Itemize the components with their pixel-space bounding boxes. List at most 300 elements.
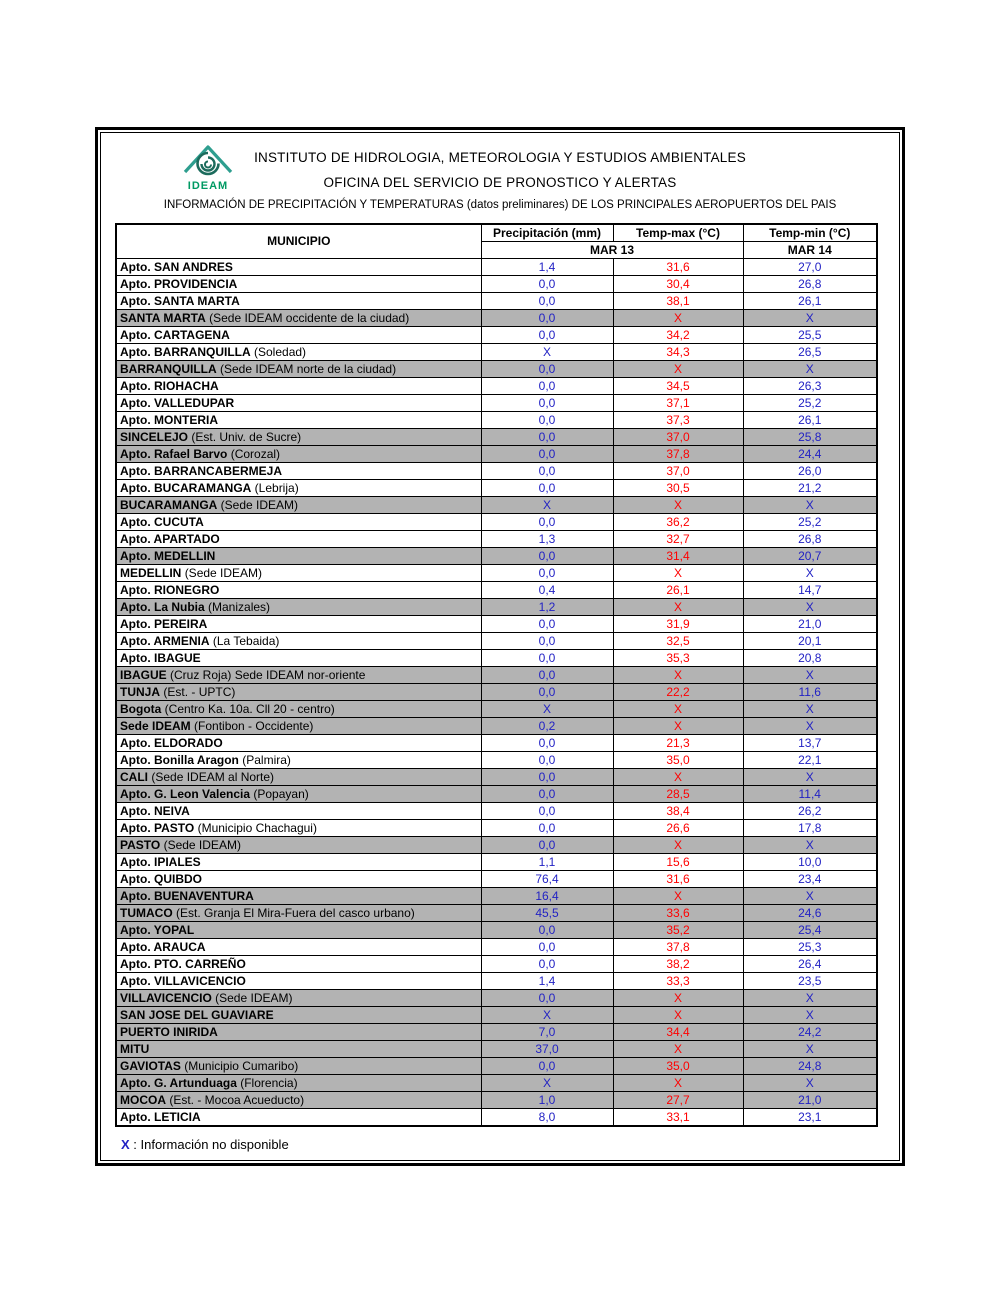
municipio-note: (La Tebaida) xyxy=(212,633,280,648)
precipitation-cell: 0,4 xyxy=(481,582,613,599)
precipitation-cell: 0,0 xyxy=(481,939,613,956)
table-row xyxy=(116,599,877,616)
temp-max-cell: 31,4 xyxy=(613,548,743,565)
temp-min-cell: X xyxy=(743,837,877,854)
municipio-cell xyxy=(116,1092,481,1109)
table-row xyxy=(116,327,877,344)
table-row xyxy=(116,412,877,429)
table-row xyxy=(116,565,877,582)
temp-max-cell: 31,6 xyxy=(613,871,743,888)
municipio-cell xyxy=(116,514,481,531)
table-row xyxy=(116,1109,877,1127)
temp-max-cell: 35,3 xyxy=(613,650,743,667)
column-header-temp-min: Temp-min (°C) xyxy=(743,224,877,242)
precipitation-cell: 0,0 xyxy=(481,514,613,531)
temp-max-cell: 37,1 xyxy=(613,395,743,412)
temp-max-cell: X xyxy=(613,310,743,327)
temp-min-cell: 26,8 xyxy=(743,276,877,293)
precipitation-cell: 0,0 xyxy=(481,922,613,939)
table-row xyxy=(116,769,877,786)
temp-min-cell: 20,8 xyxy=(743,650,877,667)
temp-max-cell: 31,9 xyxy=(613,616,743,633)
municipio-name: MEDELLIN xyxy=(120,565,182,580)
temp-max-cell: X xyxy=(613,565,743,582)
municipio-name: MITU xyxy=(120,1041,150,1056)
municipio-cell xyxy=(116,259,481,276)
municipio-name: IBAGUE xyxy=(120,667,167,682)
municipio-name: SANTA MARTA xyxy=(120,310,206,325)
table-row xyxy=(116,548,877,565)
municipio-note: (Municipio Cumaribo) xyxy=(184,1058,299,1073)
temp-min-cell: X xyxy=(743,990,877,1007)
municipio-name: Apto. VALLEDUPAR xyxy=(120,395,235,410)
precipitation-cell: 0,0 xyxy=(481,1058,613,1075)
temp-max-cell: 28,5 xyxy=(613,786,743,803)
page-frame-inner xyxy=(100,132,900,1161)
temp-min-cell: 25,8 xyxy=(743,429,877,446)
municipio-name: Apto. MEDELLIN xyxy=(120,548,216,563)
table-row xyxy=(116,293,877,310)
table-row xyxy=(116,1007,877,1024)
municipio-name: BUCARAMANGA xyxy=(120,497,218,512)
temp-min-cell: 17,8 xyxy=(743,820,877,837)
table-row xyxy=(116,1092,877,1109)
municipio-note: (Palmira) xyxy=(242,752,291,767)
temp-min-cell: 24,2 xyxy=(743,1024,877,1041)
precipitation-cell: 0,0 xyxy=(481,327,613,344)
temp-min-cell: 25,5 xyxy=(743,327,877,344)
temp-min-cell: X xyxy=(743,310,877,327)
municipio-name: BARRANQUILLA xyxy=(120,361,217,376)
municipio-cell xyxy=(116,344,481,361)
table-header-row xyxy=(116,224,877,242)
temp-min-cell: 14,7 xyxy=(743,582,877,599)
temp-min-cell: 21,0 xyxy=(743,616,877,633)
table-row xyxy=(116,837,877,854)
municipio-cell xyxy=(116,1109,481,1127)
temp-max-cell: X xyxy=(613,1075,743,1092)
precipitation-cell: 0,0 xyxy=(481,480,613,497)
column-header-precipitacion: Precipitación (mm) xyxy=(481,224,613,242)
municipio-cell xyxy=(116,667,481,684)
municipio-cell xyxy=(116,429,481,446)
table-row xyxy=(116,752,877,769)
table-row xyxy=(116,888,877,905)
temp-min-cell: 25,2 xyxy=(743,514,877,531)
municipio-name: Apto. PROVIDENCIA xyxy=(120,276,238,291)
municipio-cell xyxy=(116,973,481,990)
municipio-note: (Lebrija) xyxy=(254,480,299,495)
municipio-name: Apto. QUIBDO xyxy=(120,871,202,886)
municipio-cell xyxy=(116,735,481,752)
municipio-name: Apto. BUCARAMANGA xyxy=(120,480,252,495)
municipio-cell xyxy=(116,446,481,463)
temp-min-cell: 26,2 xyxy=(743,803,877,820)
temp-min-cell: 23,1 xyxy=(743,1109,877,1127)
temp-min-cell: 26,4 xyxy=(743,956,877,973)
municipio-note: (Sede IDEAM) xyxy=(163,837,241,852)
municipio-name: PUERTO INIRIDA xyxy=(120,1024,218,1039)
municipio-note: (Manizales) xyxy=(208,599,271,614)
municipio-note: (Soledad) xyxy=(254,344,307,359)
table-row xyxy=(116,922,877,939)
temp-max-cell: 34,3 xyxy=(613,344,743,361)
precipitation-cell: 0,0 xyxy=(481,548,613,565)
precipitation-cell: 0,0 xyxy=(481,310,613,327)
temp-min-cell: 24,8 xyxy=(743,1058,877,1075)
municipio-name: Apto. IPIALES xyxy=(120,854,201,869)
precipitation-cell: 37,0 xyxy=(481,1041,613,1058)
temp-max-cell: 37,8 xyxy=(613,939,743,956)
municipio-note: (Sede IDEAM occidente de la ciudad) xyxy=(209,310,410,325)
temp-max-cell: X xyxy=(613,718,743,735)
temp-min-cell: 11,4 xyxy=(743,786,877,803)
temp-min-cell: X xyxy=(743,1041,877,1058)
municipio-cell xyxy=(116,1041,481,1058)
temp-min-cell: 25,4 xyxy=(743,922,877,939)
municipio-cell xyxy=(116,327,481,344)
municipio-name: SAN JOSE DEL GUAVIARE xyxy=(120,1007,274,1022)
municipio-name: VILLAVICENCIO xyxy=(120,990,212,1005)
municipio-note: (Cruz Roja) Sede IDEAM nor-oriente xyxy=(170,667,366,682)
municipio-note: (Sede IDEAM al Norte) xyxy=(151,769,275,784)
municipio-name: Apto. CARTAGENA xyxy=(120,327,230,342)
municipio-name: Apto. NEIVA xyxy=(120,803,190,818)
municipio-cell xyxy=(116,871,481,888)
temp-min-cell: X xyxy=(743,718,877,735)
municipio-note: (Est. - UPTC) xyxy=(163,684,236,699)
municipio-cell xyxy=(116,718,481,735)
municipio-name: Apto. SANTA MARTA xyxy=(120,293,240,308)
municipio-cell xyxy=(116,361,481,378)
temp-min-cell: 25,3 xyxy=(743,939,877,956)
municipio-cell xyxy=(116,939,481,956)
precipitation-cell: 1,2 xyxy=(481,599,613,616)
precipitation-cell: X xyxy=(481,1075,613,1092)
temp-max-cell: 26,6 xyxy=(613,820,743,837)
precipitation-cell: 0,0 xyxy=(481,650,613,667)
municipio-name: Apto. MONTERIA xyxy=(120,412,218,427)
temp-min-cell: 25,2 xyxy=(743,395,877,412)
precipitation-cell: 0,0 xyxy=(481,395,613,412)
precipitation-cell: 0,0 xyxy=(481,956,613,973)
temp-max-cell: 38,4 xyxy=(613,803,743,820)
precipitation-cell: X xyxy=(481,497,613,514)
municipio-name: Apto. APARTADO xyxy=(120,531,220,546)
precipitation-cell: X xyxy=(481,344,613,361)
table-row xyxy=(116,344,877,361)
precipitation-cell: 0,0 xyxy=(481,463,613,480)
table-row xyxy=(116,905,877,922)
temp-max-cell: X xyxy=(613,990,743,1007)
table-row xyxy=(116,871,877,888)
table-row xyxy=(116,956,877,973)
municipio-cell xyxy=(116,633,481,650)
municipio-name: Apto. LETICIA xyxy=(120,1109,201,1124)
temp-min-cell: X xyxy=(743,769,877,786)
table-row xyxy=(116,429,877,446)
municipio-note: (Sede IDEAM) xyxy=(184,565,263,580)
table-row xyxy=(116,803,877,820)
municipio-cell xyxy=(116,684,481,701)
municipio-name: MOCOA xyxy=(120,1092,166,1107)
precipitation-cell: 0,2 xyxy=(481,718,613,735)
temp-max-cell: 37,8 xyxy=(613,446,743,463)
temp-max-cell: X xyxy=(613,888,743,905)
municipio-note: (Corozal) xyxy=(230,446,281,461)
municipio-note: (Fontibon - Occidente) xyxy=(194,718,314,733)
municipio-cell xyxy=(116,276,481,293)
municipio-cell xyxy=(116,990,481,1007)
precipitation-cell: 0,0 xyxy=(481,735,613,752)
temp-min-cell: 23,4 xyxy=(743,871,877,888)
temp-max-cell: 33,6 xyxy=(613,905,743,922)
temp-max-cell: 30,5 xyxy=(613,480,743,497)
table-row xyxy=(116,497,877,514)
temp-min-cell: 20,1 xyxy=(743,633,877,650)
temp-max-cell: X xyxy=(613,769,743,786)
temp-max-cell: 21,3 xyxy=(613,735,743,752)
table-row xyxy=(116,633,877,650)
temp-max-cell: X xyxy=(613,361,743,378)
municipio-name: Apto. IBAGUE xyxy=(120,650,201,665)
precipitation-cell: 1,1 xyxy=(481,854,613,871)
municipio-cell xyxy=(116,497,481,514)
precipitation-cell: 0,0 xyxy=(481,412,613,429)
temp-min-cell: 21,0 xyxy=(743,1092,877,1109)
municipio-name: Apto. ARAUCA xyxy=(120,939,206,954)
precipitation-cell: 0,0 xyxy=(481,378,613,395)
subheader-mar13: MAR 13 xyxy=(481,242,743,259)
temp-max-cell: 34,2 xyxy=(613,327,743,344)
temp-min-cell: 26,1 xyxy=(743,412,877,429)
title-office: OFICINA DEL SERVICIO DE PRONOSTICO Y ALERTAS xyxy=(323,175,677,190)
temp-max-cell: 32,7 xyxy=(613,531,743,548)
temp-min-cell: 13,7 xyxy=(743,735,877,752)
municipio-name: Apto. G. Artunduaga xyxy=(120,1075,237,1090)
table-row xyxy=(116,582,877,599)
table-row xyxy=(116,786,877,803)
municipio-name: Apto. PASTO xyxy=(120,820,195,835)
table-row xyxy=(116,718,877,735)
table-row xyxy=(116,1024,877,1041)
temp-max-cell: 15,6 xyxy=(613,854,743,871)
table-row xyxy=(116,939,877,956)
municipio-name: Apto. RIONEGRO xyxy=(120,582,220,597)
column-header-temp-max: Temp-max (°C) xyxy=(613,224,743,242)
municipio-note: (Sede IDEAM) xyxy=(215,990,293,1005)
temp-max-cell: 34,4 xyxy=(613,1024,743,1041)
municipio-cell xyxy=(116,378,481,395)
temp-min-cell: X xyxy=(743,361,877,378)
municipio-name: Apto. ELDORADO xyxy=(120,735,223,750)
temp-max-cell: 30,4 xyxy=(613,276,743,293)
precipitation-cell: 8,0 xyxy=(481,1109,613,1127)
precipitation-cell: 1,3 xyxy=(481,531,613,548)
municipio-note: (Centro Ka. 10a. Cll 20 - centro) xyxy=(164,701,335,716)
municipio-cell xyxy=(116,769,481,786)
precipitation-cell: 1,4 xyxy=(481,259,613,276)
table-row xyxy=(116,1041,877,1058)
temp-max-cell: 22,2 xyxy=(613,684,743,701)
table-row xyxy=(116,820,877,837)
municipio-name: Sede IDEAM xyxy=(120,718,191,733)
municipio-name: GAVIOTAS xyxy=(120,1058,181,1073)
municipio-cell xyxy=(116,1024,481,1041)
logo-ideam-label: IDEAM xyxy=(187,180,229,192)
municipio-cell xyxy=(116,786,481,803)
municipio-cell xyxy=(116,531,481,548)
column-header-municipio: MUNICIPIO xyxy=(116,224,481,259)
municipio-name: Apto. PTO. CARREÑO xyxy=(120,956,246,971)
page-frame xyxy=(95,127,905,1166)
temp-max-cell: 35,0 xyxy=(613,1058,743,1075)
municipio-name: Apto. BARRANQUILLA xyxy=(120,344,251,359)
municipio-cell xyxy=(116,922,481,939)
temp-min-cell: X xyxy=(743,599,877,616)
temp-max-cell: 31,6 xyxy=(613,259,743,276)
municipio-note: (Est. - Mocoa Acueducto) xyxy=(169,1092,305,1107)
temp-min-cell: 11,6 xyxy=(743,684,877,701)
table-row xyxy=(116,1075,877,1092)
municipio-cell xyxy=(116,837,481,854)
precipitation-cell: 0,0 xyxy=(481,803,613,820)
weather-table xyxy=(115,223,878,1127)
temp-max-cell: X xyxy=(613,701,743,718)
municipio-cell xyxy=(116,480,481,497)
municipio-cell xyxy=(116,463,481,480)
table-row xyxy=(116,973,877,990)
precipitation-cell: X xyxy=(481,701,613,718)
table-row xyxy=(116,616,877,633)
table-row xyxy=(116,276,877,293)
municipio-cell xyxy=(116,752,481,769)
precipitation-cell: 76,4 xyxy=(481,871,613,888)
temp-min-cell: X xyxy=(743,701,877,718)
municipio-cell xyxy=(116,1007,481,1024)
precipitation-cell: 0,0 xyxy=(481,446,613,463)
temp-max-cell: X xyxy=(613,837,743,854)
temp-min-cell: 26,1 xyxy=(743,293,877,310)
municipio-cell xyxy=(116,599,481,616)
table-row xyxy=(116,395,877,412)
municipio-cell xyxy=(116,701,481,718)
municipio-name: Apto. VILLAVICENCIO xyxy=(120,973,246,988)
temp-max-cell: 34,5 xyxy=(613,378,743,395)
temp-min-cell: X xyxy=(743,1075,877,1092)
municipio-name: Apto. SAN ANDRES xyxy=(120,259,233,274)
municipio-name: Apto. Bonilla Aragon xyxy=(120,752,239,767)
municipio-name: SINCELEJO xyxy=(120,429,189,444)
municipio-cell xyxy=(116,854,481,871)
temp-max-cell: 36,2 xyxy=(613,514,743,531)
temp-min-cell: 26,5 xyxy=(743,344,877,361)
table-row xyxy=(116,735,877,752)
temp-max-cell: 38,1 xyxy=(613,293,743,310)
municipio-cell xyxy=(116,650,481,667)
table-row xyxy=(116,259,877,276)
temp-max-cell: 37,0 xyxy=(613,463,743,480)
temp-min-cell: 22,1 xyxy=(743,752,877,769)
precipitation-cell: 1,0 xyxy=(481,1092,613,1109)
precipitation-cell: 0,0 xyxy=(481,276,613,293)
table-row xyxy=(116,378,877,395)
table-row xyxy=(116,684,877,701)
municipio-name: Apto. PEREIRA xyxy=(120,616,208,631)
temp-min-cell: 27,0 xyxy=(743,259,877,276)
subheader-mar14: MAR 14 xyxy=(743,242,877,259)
temp-min-cell: 10,0 xyxy=(743,854,877,871)
temp-max-cell: 33,3 xyxy=(613,973,743,990)
temp-min-cell: X xyxy=(743,497,877,514)
municipio-note: (Sede IDEAM norte de la ciudad) xyxy=(220,361,397,376)
temp-max-cell: 37,0 xyxy=(613,429,743,446)
municipio-name: PASTO xyxy=(120,837,161,852)
footnote-x-symbol: X xyxy=(121,1137,130,1152)
municipio-note: (Popayan) xyxy=(253,786,309,801)
precipitation-cell: 0,0 xyxy=(481,361,613,378)
temp-min-cell: 26,0 xyxy=(743,463,877,480)
precipitation-cell: 0,0 xyxy=(481,684,613,701)
table-row xyxy=(116,650,877,667)
temp-min-cell: 21,2 xyxy=(743,480,877,497)
temp-max-cell: 26,1 xyxy=(613,582,743,599)
precipitation-cell: 0,0 xyxy=(481,990,613,1007)
table-row xyxy=(116,531,877,548)
temp-min-cell: 26,8 xyxy=(743,531,877,548)
title-institute: INSTITUTO DE HIDROLOGIA, METEOROLOGIA Y ESTUDIOS AMBIENTALES xyxy=(254,150,746,165)
temp-max-cell: X xyxy=(613,1007,743,1024)
municipio-name: Apto. CUCUTA xyxy=(120,514,204,529)
precipitation-cell: 0,0 xyxy=(481,616,613,633)
municipio-cell xyxy=(116,956,481,973)
municipio-name: Apto. BARRANCABERMEJA xyxy=(120,463,282,478)
precipitation-cell: 0,0 xyxy=(481,820,613,837)
temp-max-cell: 38,2 xyxy=(613,956,743,973)
municipio-cell xyxy=(116,582,481,599)
temp-min-cell: X xyxy=(743,667,877,684)
municipio-cell xyxy=(116,803,481,820)
temp-max-cell: 27,7 xyxy=(613,1092,743,1109)
municipio-cell xyxy=(116,888,481,905)
temp-min-cell: X xyxy=(743,565,877,582)
municipio-note: (Florencia) xyxy=(240,1075,298,1090)
temp-min-cell: 20,7 xyxy=(743,548,877,565)
precipitation-cell: 7,0 xyxy=(481,1024,613,1041)
precipitation-cell: 0,0 xyxy=(481,769,613,786)
municipio-cell xyxy=(116,1058,481,1075)
municipio-name: TUMACO xyxy=(120,905,173,920)
municipio-note: (Municipio Chachagui) xyxy=(197,820,317,835)
municipio-name: Apto. ARMENIA xyxy=(120,633,210,648)
footnote-text: : Información no disponible xyxy=(133,1137,289,1152)
municipio-name: Apto. RIOHACHA xyxy=(120,378,219,393)
temp-max-cell: 32,5 xyxy=(613,633,743,650)
precipitation-cell: 45,5 xyxy=(481,905,613,922)
municipio-note: (Sede IDEAM) xyxy=(220,497,299,512)
municipio-cell xyxy=(116,820,481,837)
municipio-cell xyxy=(116,293,481,310)
municipio-cell xyxy=(116,412,481,429)
temp-min-cell: 24,6 xyxy=(743,905,877,922)
precipitation-cell: 0,0 xyxy=(481,667,613,684)
municipio-note: (Est. Univ. de Sucre) xyxy=(191,429,302,444)
temp-min-cell: X xyxy=(743,888,877,905)
municipio-cell xyxy=(116,565,481,582)
municipio-name: Bogota xyxy=(120,701,162,716)
table-row xyxy=(116,480,877,497)
municipio-name: TUNJA xyxy=(120,684,161,699)
